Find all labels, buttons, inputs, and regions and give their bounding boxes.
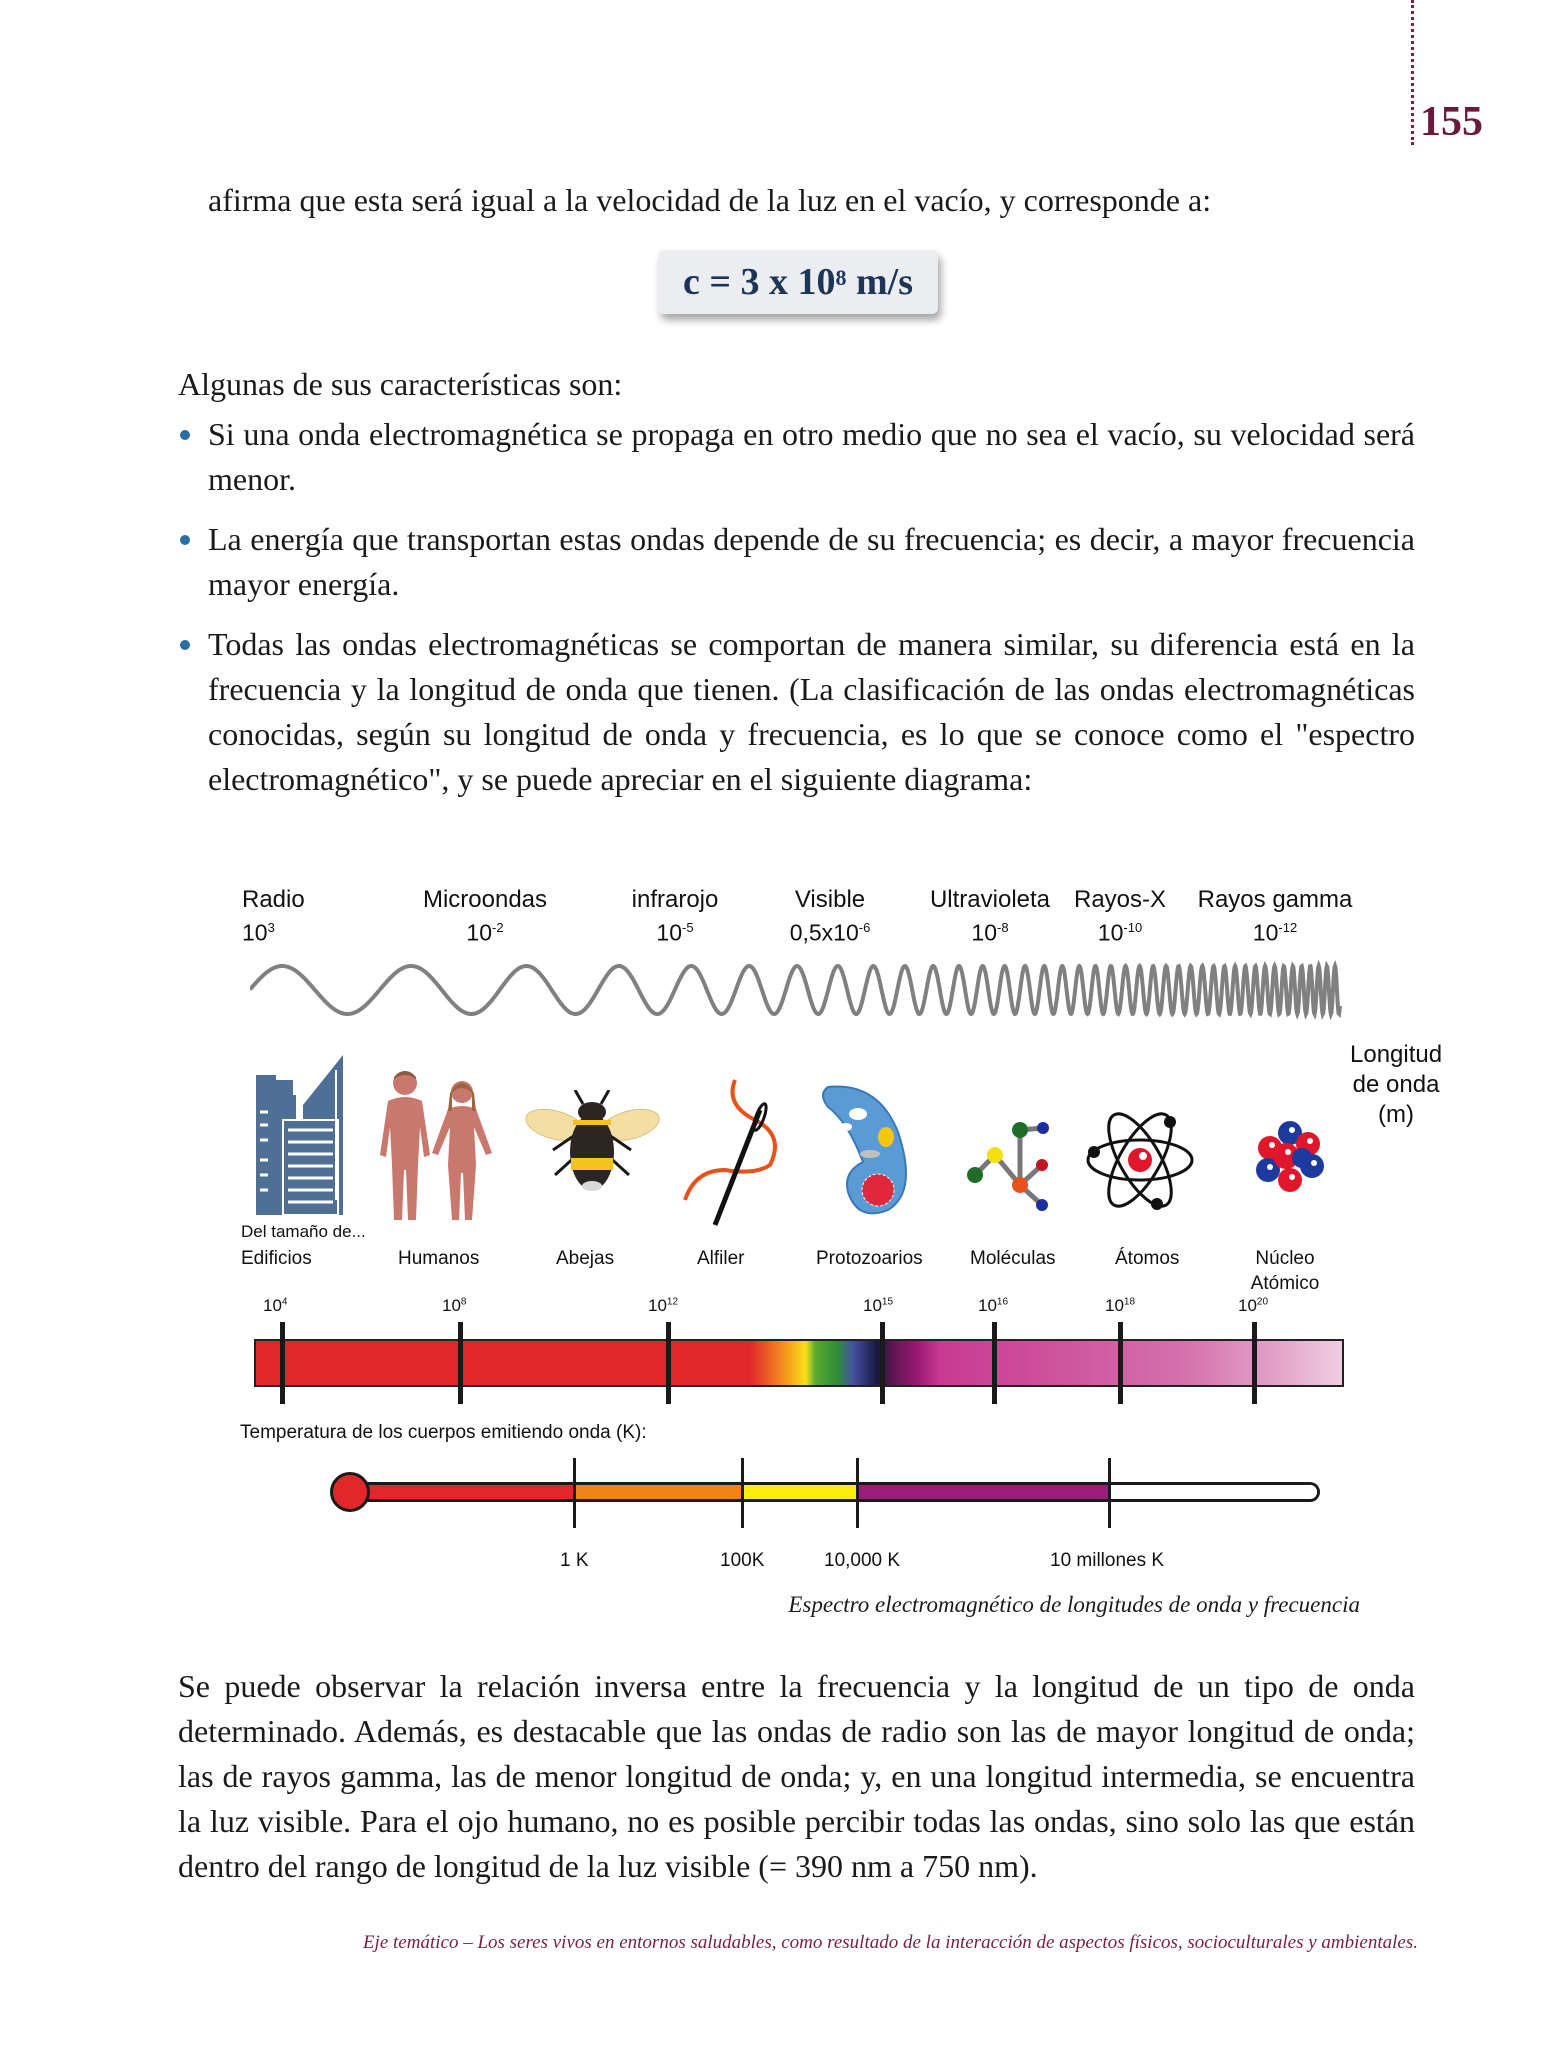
frequency-tick xyxy=(280,1322,285,1404)
band-name: Visible xyxy=(794,886,866,913)
temperature-label: 10,000 K xyxy=(824,1550,901,1571)
band-name: Rayos gamma xyxy=(1197,886,1353,913)
temp-segment-purple xyxy=(858,1485,1110,1499)
object-label-alfiler: Alfiler xyxy=(697,1248,745,1269)
list-item xyxy=(178,412,1415,502)
object-label-humanos: Humanos xyxy=(398,1248,480,1269)
frequency-label: $10^{20}$ xyxy=(1238,1296,1269,1315)
frequency-label: $10^{16}$ xyxy=(978,1296,1009,1315)
temperature-title: Temperatura de los cuerpos emitiendo onda (K): xyxy=(240,1422,647,1443)
wave-icon xyxy=(250,960,1350,1020)
band-wavelength: $10^{-12}$ xyxy=(1252,919,1298,946)
formula-exponent: 8 xyxy=(835,265,847,290)
temp-segment-yellow xyxy=(743,1485,858,1499)
frequency-tick xyxy=(1252,1322,1257,1404)
band-name: Ultravioleta xyxy=(929,886,1051,913)
protozoa-icon xyxy=(818,1082,918,1217)
band-wavelength: $10^3$ xyxy=(242,919,275,946)
bee-icon xyxy=(525,1090,660,1200)
characteristics-heading: Algunas de sus características son: xyxy=(178,366,623,402)
wavelength-axis-label: Longitud de onda (m) xyxy=(1350,1041,1443,1128)
frequency-tick xyxy=(666,1322,671,1404)
formula-suffix: m/s xyxy=(846,261,914,303)
em-spectrum-diagram xyxy=(220,860,1443,1620)
object-label-abejas: Abejas xyxy=(556,1248,615,1269)
molecule-icon xyxy=(960,1120,1060,1215)
band-wavelength: $0,5x10^{-6}$ xyxy=(789,919,871,946)
thermometer-bulb xyxy=(330,1472,370,1512)
needle-icon xyxy=(675,1075,795,1230)
band-infrarojo xyxy=(600,886,750,947)
band-rayos-x xyxy=(1060,886,1180,947)
temp-segment-orange xyxy=(575,1485,743,1499)
temperature-tick xyxy=(1108,1458,1111,1528)
humans-icon xyxy=(370,1065,500,1225)
object-label-atomos: Átomos xyxy=(1115,1248,1180,1269)
band-microondas xyxy=(400,886,570,947)
list-item-text: Todas las ondas electromagnéticas se comportan de manera similar, su diferencia está en la frecuencia y la longitud de onda que tienen. (La clasificación de las ondas electromagnéticas conocidas, según su longitud de onda y frecuencia, es lo que se conoce como el "espectro electromagnético", y se puede apreciar en el siguiente diagrama: xyxy=(208,626,1415,797)
closing-paragraph: Se puede observar la relación inversa entre la frecuencia y la longitud de un tipo de onda determinado. Además, es destacable que las ondas de radio son las de mayor longitud de onda; las de rayos gamma, las de menor longitud de onda; y, en una longitud intermedia, se encuentra la luz visible. Para el ojo humano, no es posible percibir todas las ondas, sino solo las que están dentro del rango de longitud de la luz visible (= 390 nm a 750 nm). xyxy=(178,1668,1415,1884)
size-prefix-label: Del tamaño de... xyxy=(241,1222,366,1241)
frequency-tick xyxy=(458,1322,463,1404)
frequency-label: $10^{12}$ xyxy=(648,1296,679,1315)
atom-icon xyxy=(1080,1100,1200,1220)
object-label-protozoarios: Protozoarios xyxy=(816,1248,923,1269)
temperature-tick xyxy=(856,1458,859,1528)
bullet-icon xyxy=(180,640,190,650)
frequency-label: $10^8$ xyxy=(442,1296,467,1315)
band-name: Rayos-X xyxy=(1073,886,1167,913)
band-ultravioleta xyxy=(915,886,1065,947)
temperature-tick xyxy=(573,1458,576,1528)
bullet-icon xyxy=(180,535,190,545)
list-item xyxy=(178,622,1415,802)
thermometer-tube xyxy=(360,1482,1320,1502)
building-icon xyxy=(248,1050,348,1215)
band-wavelength: $10^{-8}$ xyxy=(971,919,1009,946)
object-label-moleculas: Moléculas xyxy=(970,1248,1056,1269)
object-label-edificios: Edificios xyxy=(241,1248,312,1269)
formula-prefix: c = 3 x 10 xyxy=(682,261,836,303)
characteristics-list xyxy=(178,412,1415,817)
figure-caption: Espectro electromagnético de longitudes de onda y frecuencia xyxy=(788,1592,1360,1617)
band-name: Microondas xyxy=(422,886,548,913)
bullet-icon xyxy=(180,430,190,440)
object-label-nucleo-atomico: Núcleo Atómico xyxy=(1250,1248,1320,1294)
band-rayos-gamma xyxy=(1185,886,1365,947)
temperature-label: 1 K xyxy=(560,1550,589,1571)
band-name: Radio xyxy=(242,886,305,913)
page-footer: Eje temático – Los seres vivos en entornos saludables, como resultado de la interacción de aspectos físicos, socioculturales y ambientales. xyxy=(362,1932,1418,1953)
temperature-tick xyxy=(741,1458,744,1528)
nucleus-icon xyxy=(1250,1118,1330,1198)
intro-paragraph: afirma que esta será igual a la velocidad de la luz en el vacío, y corresponde a: xyxy=(208,182,1212,218)
frequency-tick xyxy=(992,1322,997,1404)
frequency-tick xyxy=(1118,1322,1123,1404)
list-item-text: La energía que transportan estas ondas depende de su frecuencia; es decir, a mayor frecuencia mayor energía. xyxy=(208,521,1415,602)
frequency-spectrum-bar xyxy=(254,1339,1344,1387)
band-radio xyxy=(242,886,305,947)
band-wavelength: $10^{-10}$ xyxy=(1097,919,1143,946)
list-item-text: Si una onda electromagnética se propaga en otro medio que no sea el vacío, su velocidad será menor. xyxy=(208,416,1415,497)
frequency-label: $10^{18}$ xyxy=(1105,1296,1136,1315)
frequency-label: $10^4$ xyxy=(263,1296,288,1315)
temp-segment-white xyxy=(1110,1485,1317,1499)
page-number: 155 xyxy=(1420,99,1483,145)
band-visible xyxy=(760,886,900,947)
temp-segment-red xyxy=(360,1485,575,1499)
band-name: infrarojo xyxy=(631,886,719,913)
temperature-label: 100K xyxy=(720,1550,765,1571)
temperature-label: 10 millones K xyxy=(1050,1550,1165,1571)
frequency-label: $10^{15}$ xyxy=(863,1296,894,1315)
frequency-tick xyxy=(880,1322,885,1404)
margin-dotted-rule xyxy=(1411,0,1414,145)
speed-of-light-formula xyxy=(658,250,938,314)
band-wavelength: $10^{-5}$ xyxy=(656,919,694,946)
list-item xyxy=(178,517,1415,607)
band-wavelength: $10^{-2}$ xyxy=(466,919,504,946)
